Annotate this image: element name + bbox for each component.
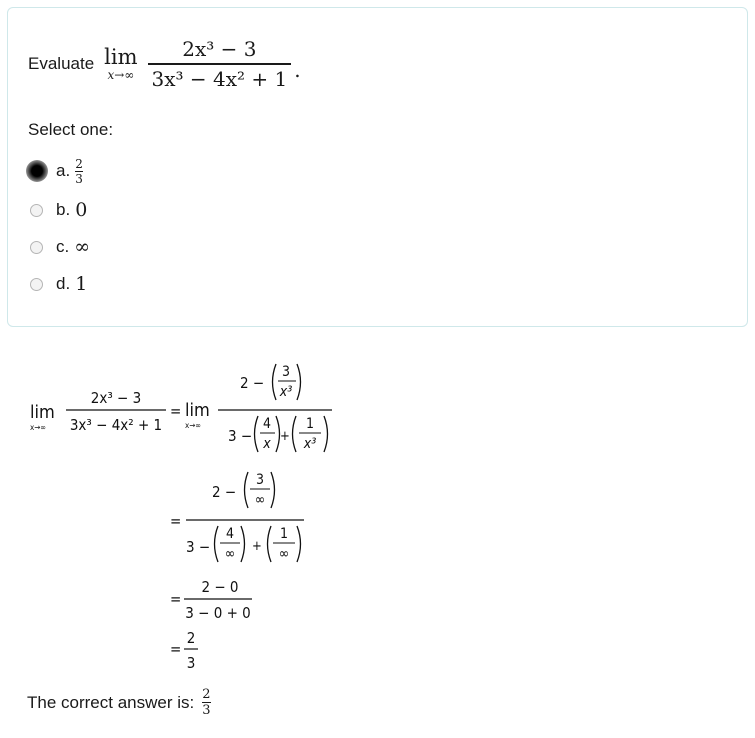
option-b[interactable] xyxy=(30,195,87,225)
question-text xyxy=(28,36,301,92)
step4-numerator: 2 xyxy=(186,629,196,647)
correct-answer-fraction xyxy=(202,688,210,717)
solution-lim: lim xyxy=(30,402,55,423)
paren-right xyxy=(297,526,301,562)
option-a-numerator: 2 xyxy=(75,156,83,171)
step2-den-inf: ∞ xyxy=(224,546,236,562)
select-one-prompt: Select one: xyxy=(28,120,114,139)
option-c[interactable] xyxy=(30,232,90,262)
option-d[interactable] xyxy=(30,269,87,299)
paren-left xyxy=(293,416,297,452)
question-prefix: Evaluate xyxy=(28,54,95,73)
plus-sign: + xyxy=(280,429,290,444)
paren-right xyxy=(324,416,328,452)
fraction-bar xyxy=(148,63,292,64)
solution-lim-sub: x→∞ xyxy=(30,423,47,432)
option-value: ∞ xyxy=(74,236,91,258)
plus-sign: + xyxy=(252,539,262,554)
option-letter: b. xyxy=(56,200,71,219)
step1-num-const: 2 − xyxy=(240,374,265,392)
step2-num-inf: ∞ xyxy=(254,492,266,508)
step3-numerator: 2 − 0 xyxy=(201,578,239,596)
option-letter: c. xyxy=(56,237,70,256)
step1-den-one: 1 xyxy=(305,416,315,432)
option-letter: d. xyxy=(56,274,71,293)
paren-right xyxy=(241,526,245,562)
step1-num-three: 3 xyxy=(281,364,291,380)
paren-left xyxy=(245,472,249,508)
paren-left xyxy=(255,416,259,452)
step1-den-x3: x³ xyxy=(303,436,317,452)
equals-sign: = xyxy=(170,590,182,608)
correct-answer xyxy=(27,688,211,717)
solution-working xyxy=(0,350,755,680)
radio-selected-icon[interactable] xyxy=(26,160,48,182)
step2-num-three: 3 xyxy=(255,472,265,488)
equals-sign: = xyxy=(170,640,182,658)
step1-den-x: x xyxy=(263,436,271,452)
option-value: 1 xyxy=(75,273,88,295)
step1-den-four: 4 xyxy=(262,416,272,432)
option-a[interactable] xyxy=(30,156,83,186)
option-value: 0 xyxy=(75,199,88,221)
step2-den-one: 1 xyxy=(279,526,289,542)
option-a-fraction xyxy=(75,158,83,185)
question-denominator: 3x³ − 4x² + 1 xyxy=(151,66,288,91)
step1-num-x3: x³ xyxy=(279,384,293,400)
paren-left xyxy=(215,526,219,562)
step2-den-inf: ∞ xyxy=(278,546,290,562)
paren-left xyxy=(273,364,277,400)
radio-icon[interactable] xyxy=(30,241,43,254)
step4-denominator: 3 xyxy=(186,654,196,672)
radio-icon[interactable] xyxy=(30,278,43,291)
answer-numerator: 2 xyxy=(202,687,211,702)
limit-operator xyxy=(104,46,137,82)
lim-word: lim xyxy=(104,45,138,69)
solution-lim-sub: x→∞ xyxy=(185,421,202,430)
question-card xyxy=(7,7,748,327)
paren-left xyxy=(268,526,272,562)
equals-sign: = xyxy=(170,512,182,530)
paren-right xyxy=(276,416,280,452)
step2-num-const: 2 − xyxy=(212,483,237,501)
question-numerator: 2x³ − 3 xyxy=(182,37,257,62)
question-period: . xyxy=(294,58,301,82)
paren-right xyxy=(271,472,275,508)
option-a-denominator: 3 xyxy=(75,171,83,186)
correct-answer-label: The correct answer is: xyxy=(27,692,195,712)
answer-denominator: 3 xyxy=(202,703,211,718)
radio-icon[interactable] xyxy=(30,204,43,217)
lhs-numerator: 2x³ − 3 xyxy=(90,389,142,407)
paren-right xyxy=(297,364,301,400)
option-letter: a. xyxy=(56,161,71,180)
step3-denominator: 3 − 0 + 0 xyxy=(185,604,251,622)
step2-den-const: 3 − xyxy=(186,538,211,556)
step1-den-const: 3 − xyxy=(228,427,253,445)
solution-lim: lim xyxy=(185,400,210,421)
equals-sign: = xyxy=(170,402,182,420)
lim-subscript: x→∞ xyxy=(107,68,135,82)
lhs-denominator: 3x³ − 4x² + 1 xyxy=(69,416,163,434)
question-fraction xyxy=(148,37,292,90)
step2-den-four: 4 xyxy=(225,526,235,542)
